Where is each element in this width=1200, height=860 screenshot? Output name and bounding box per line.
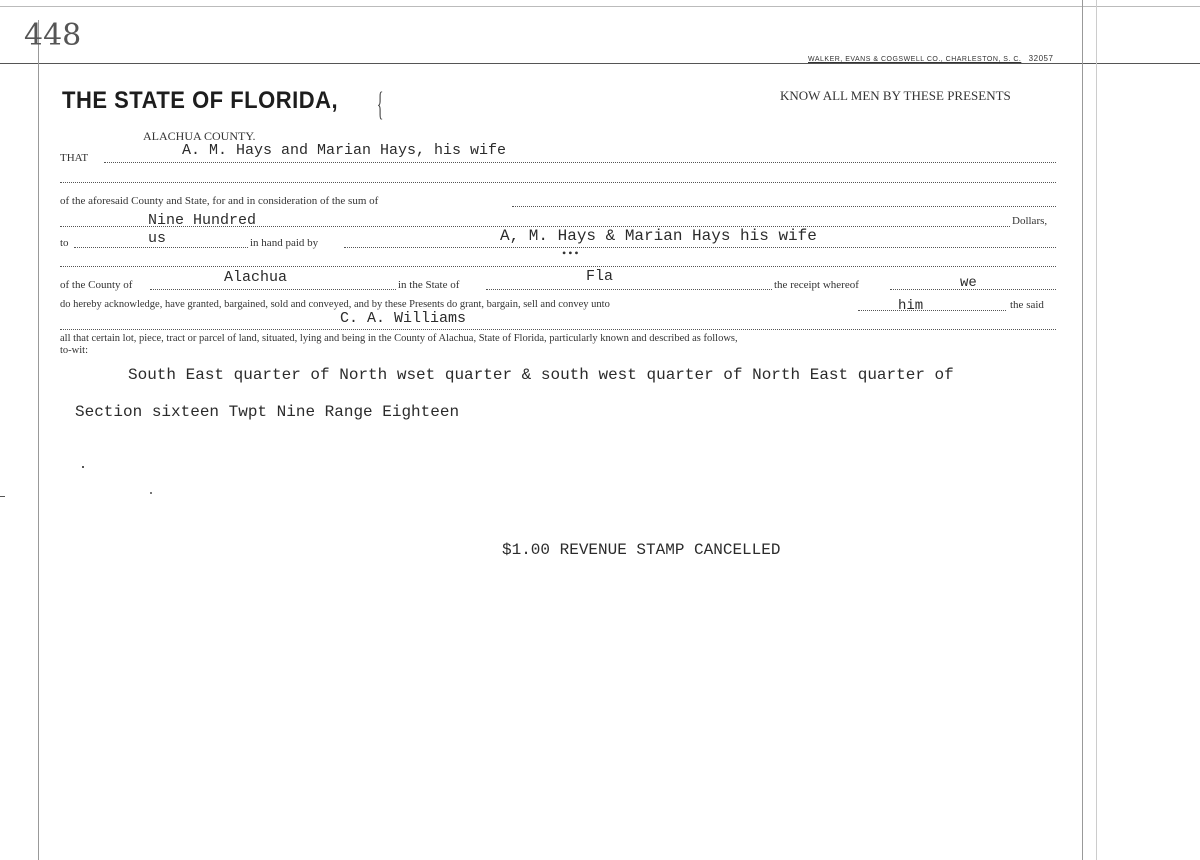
paid-by-label: in hand paid by	[250, 237, 319, 249]
sum-words-value: Nine Hundred	[148, 212, 257, 229]
paid-by-value: A, M. Hays & Marian Hays his wife	[500, 227, 817, 245]
scan-speck	[82, 466, 84, 468]
page-number: 448	[24, 18, 82, 53]
to-value: us	[148, 230, 167, 247]
receipt-value: we	[960, 275, 977, 291]
grantee-value: C. A. Williams	[340, 310, 467, 327]
printer-name: WALKER, EVANS & COGSWELL CO., CHARLESTON, S. C.	[808, 56, 1022, 63]
printer-imprint	[808, 54, 1053, 63]
scan-speck	[0, 496, 5, 497]
left-margin-line	[38, 20, 39, 860]
convey-value: him	[898, 298, 924, 314]
blank-line	[60, 182, 1056, 183]
description-line-1: South East quarter of North wset quarter & south west quarter of North East quarter of	[128, 366, 954, 384]
description-line-2: Section sixteen Twpt Nine Range Eighteen	[75, 403, 460, 421]
title-brace: {	[376, 86, 384, 123]
header-rule	[0, 63, 1200, 64]
document-title: THE STATE OF FLORIDA,	[62, 86, 339, 114]
state-value: Fla	[586, 268, 614, 285]
county-line	[150, 289, 396, 290]
ellipsis-mark: •••	[562, 246, 581, 260]
revenue-stamp-note: $1.00 REVENUE STAMP CANCELLED	[502, 541, 781, 559]
grantor-line	[104, 162, 1056, 163]
top-rule	[0, 6, 1200, 7]
receipt-label: the receipt whereof	[774, 279, 859, 291]
to-label: to	[60, 237, 69, 249]
know-all-men: KNOW ALL MEN BY THESE PRESENTS	[780, 88, 1011, 103]
grantee-line	[60, 329, 1056, 330]
dollars-label: Dollars,	[1012, 215, 1048, 227]
grantors-value: A. M. Hays and Marian Hays, his wife	[182, 142, 507, 159]
state-of-label: in the State of	[398, 279, 460, 291]
right-margin-line	[1082, 0, 1083, 860]
scan-speck	[150, 492, 152, 494]
right-edge-line	[1096, 0, 1097, 860]
convey-line	[858, 310, 1006, 311]
the-said-label: the said	[1010, 299, 1044, 311]
paid-by-line	[344, 247, 1056, 248]
to-line	[74, 247, 248, 248]
blank-line-2	[60, 266, 1056, 267]
county-heading: ALACHUA COUNTY.	[143, 129, 256, 143]
state-line	[486, 289, 772, 290]
consideration-line	[512, 206, 1056, 207]
acknowledge-text: do hereby acknowledge, have granted, bargained, sold and conveyed, and by these Presents do grant, bargain, sell and convey unto	[60, 299, 610, 310]
form-number: 32057	[1028, 54, 1054, 63]
county-value: Alachua	[224, 269, 288, 286]
land-text-line-2: to-wit:	[60, 345, 88, 356]
consideration-text: of the aforesaid County and State, for and in consideration of the sum of	[60, 195, 379, 207]
land-text-line-1: all that certain lot, piece, tract or parcel of land, situated, lying and being in the County of Alachua, State of Florida, particularly known and described as follows,	[60, 333, 738, 344]
county-of-label: of the County of	[60, 279, 133, 291]
that-label: THAT	[60, 152, 89, 164]
